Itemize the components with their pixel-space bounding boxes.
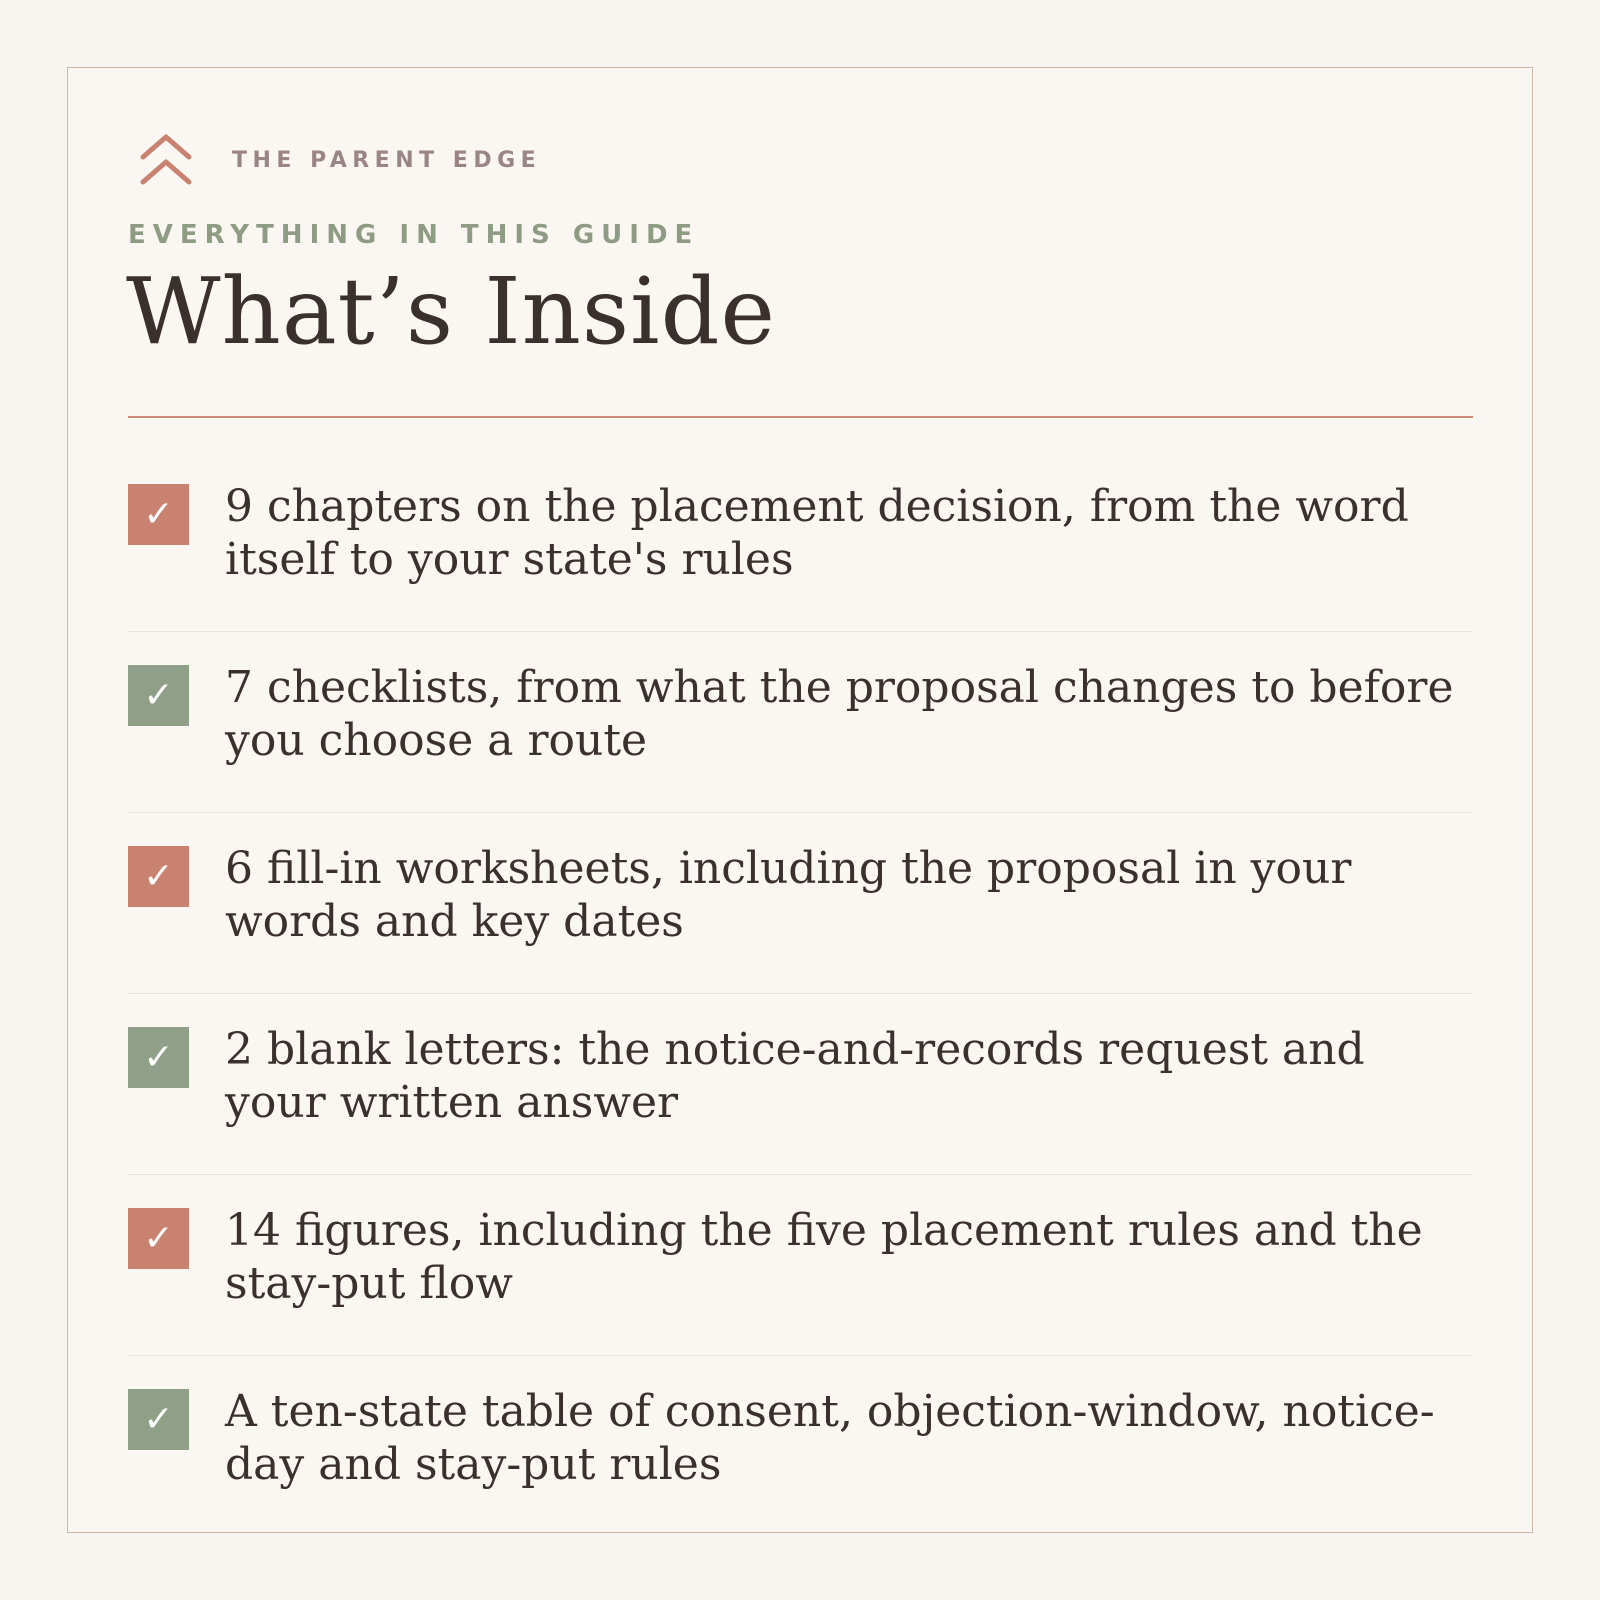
checkmark-icon: ✓ bbox=[128, 484, 189, 545]
list-item-text: 2 blank letters: the notice-and-records request and your written answer bbox=[225, 1024, 1365, 1128]
checkmark-icon: ✓ bbox=[128, 1027, 189, 1088]
list-item bbox=[128, 451, 1473, 632]
contents-list bbox=[128, 451, 1473, 1537]
list-item-text: 14 figures, including the five placement rules and the stay-put flow bbox=[225, 1205, 1423, 1309]
double-chevron-up-icon bbox=[138, 132, 194, 188]
list-item-text: A ten-state table of consent, objection-window, notice-day and stay-put rules bbox=[225, 1386, 1435, 1490]
title-divider bbox=[128, 416, 1473, 418]
list-item-text: 6 fill-in worksheets, including the proposal in your words and key dates bbox=[225, 843, 1352, 947]
checkmark-icon: ✓ bbox=[128, 665, 189, 726]
list-item bbox=[128, 994, 1473, 1175]
brand-header bbox=[138, 130, 541, 190]
list-item-text: 7 checklists, from what the proposal changes to before you choose a route bbox=[225, 662, 1454, 766]
checkmark-icon: ✓ bbox=[128, 846, 189, 907]
list-item-text: 9 chapters on the placement decision, from the word itself to your state's rules bbox=[225, 481, 1409, 585]
page-title: What’s Inside bbox=[126, 258, 776, 365]
list-item bbox=[128, 1175, 1473, 1356]
checkmark-icon: ✓ bbox=[128, 1208, 189, 1269]
list-item bbox=[128, 632, 1473, 813]
brand-name: THE PARENT EDGE bbox=[232, 147, 542, 173]
section-eyebrow: EVERYTHING IN THIS GUIDE bbox=[128, 220, 700, 250]
list-item bbox=[128, 813, 1473, 994]
guide-card bbox=[67, 67, 1533, 1533]
list-item bbox=[128, 1356, 1473, 1537]
checkmark-icon: ✓ bbox=[128, 1389, 189, 1450]
